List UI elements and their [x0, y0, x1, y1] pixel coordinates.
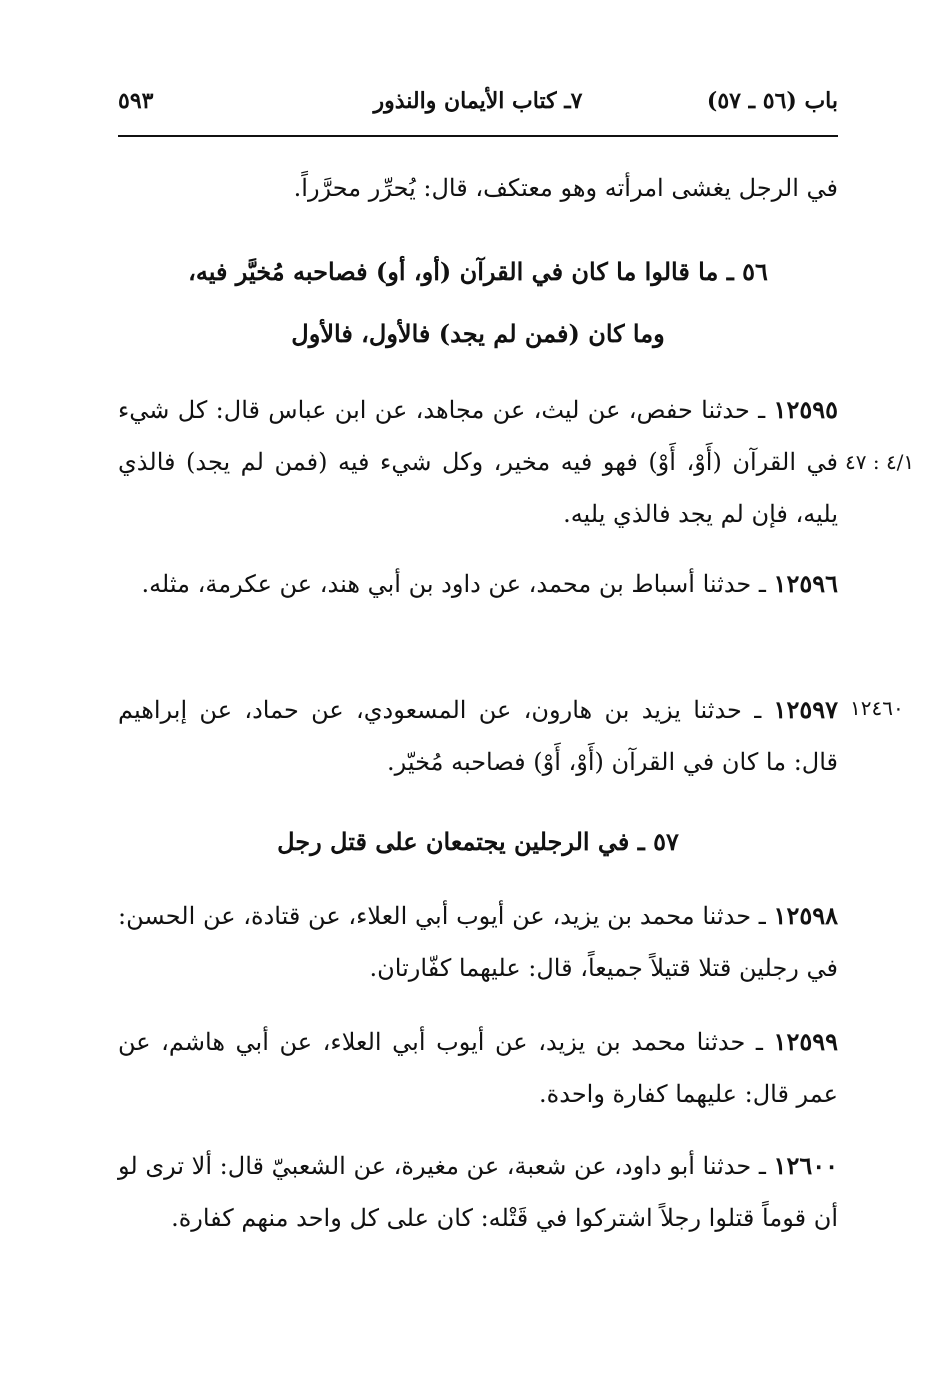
- hadith-number: ١٢٥٩٦: [773, 569, 838, 598]
- hadith-text: ـ حدثنا أبو داود، عن شعبة، عن مغيرة، عن الشعبيّ قال: ألا ترى لو أن قوماً قتلوا رجلاً اشتركوا في قَتْله: كان على كل واحد منهم كفارة.: [118, 1152, 838, 1232]
- book-title: ٧ـ كتاب الأيمان والنذور: [373, 88, 583, 114]
- hadith-text: ـ حدثنا محمد بن يزيد، عن أيوب أبي العلاء، عن أبي هاشم، عن عمر قال: عليهما كفارة واحدة.: [118, 1028, 838, 1108]
- hadith-number: ١٢٥٩٧: [773, 695, 838, 724]
- hadith-12598: [118, 890, 838, 994]
- section-56-heading: [118, 246, 838, 360]
- section-56-line1: ٥٦ ـ ما قالوا ما كان في القرآن (أو، أو) فصاحبه مُخيَّر فيه،: [188, 257, 768, 286]
- page-number: ٥٩٣: [118, 88, 154, 114]
- section-57-heading: [118, 816, 838, 868]
- hadith-12596: [118, 558, 838, 610]
- hadith-number: ١٢٥٩٨: [773, 901, 838, 930]
- chapter-range: باب (٥٦ ـ ٥٧): [706, 88, 838, 114]
- hadith-number: ١٢٦٠٠: [773, 1151, 838, 1180]
- quran-ref-note: ٤/١ : ٤٧: [845, 450, 915, 474]
- hadith-12600: [118, 1140, 838, 1244]
- hadith-12597: [118, 684, 838, 788]
- header-rule: [118, 135, 838, 137]
- hadith-number: ١٢٥٩٩: [773, 1027, 838, 1056]
- hadith-text: ـ حدثنا أسباط بن محمد، عن داود بن أبي هند، عن عكرمة، مثله.: [141, 570, 766, 598]
- section-56-line2: وما كان (فمن لم يجد) فالأول، فالأول: [291, 319, 665, 348]
- cross-ref-note: ١٢٤٦٠: [850, 696, 904, 720]
- hadith-12599: [118, 1016, 838, 1120]
- hadith-12595: [118, 384, 838, 540]
- hadith-text: ـ حدثنا محمد بن يزيد، عن أيوب أبي العلاء، عن قتادة، عن الحسن: في رجلين قتلا قتيلاً جميعاً، قال: عليهما كفّارتان.: [118, 902, 838, 982]
- hadith-text: ـ حدثنا حفص، عن ليث، عن مجاهد، عن ابن عباس قال: كل شيء في القرآن (أَوْ، أَوْ) فهو فيه مخير، وكل شيء فيه (فمن لم يجد) فالذي يليه، فإن لم يجد فالذي يليه.: [118, 396, 838, 528]
- section-57-title: ٥٧ ـ في الرجلين يجتمعان على قتل رجل: [277, 827, 679, 856]
- intro-line: في الرجل يغشى امرأته وهو معتكف، قال: يُحرِّر محرَّراً.: [293, 174, 838, 202]
- hadith-number: ١٢٥٩٥: [773, 395, 838, 424]
- hadith-text: ـ حدثنا يزيد بن هارون، عن المسعودي، عن حماد، عن إبراهيم قال: ما كان في القرآن (أَوْ، أَوْ) فصاحبه مُخيّر.: [118, 696, 838, 776]
- page-header: [118, 88, 838, 128]
